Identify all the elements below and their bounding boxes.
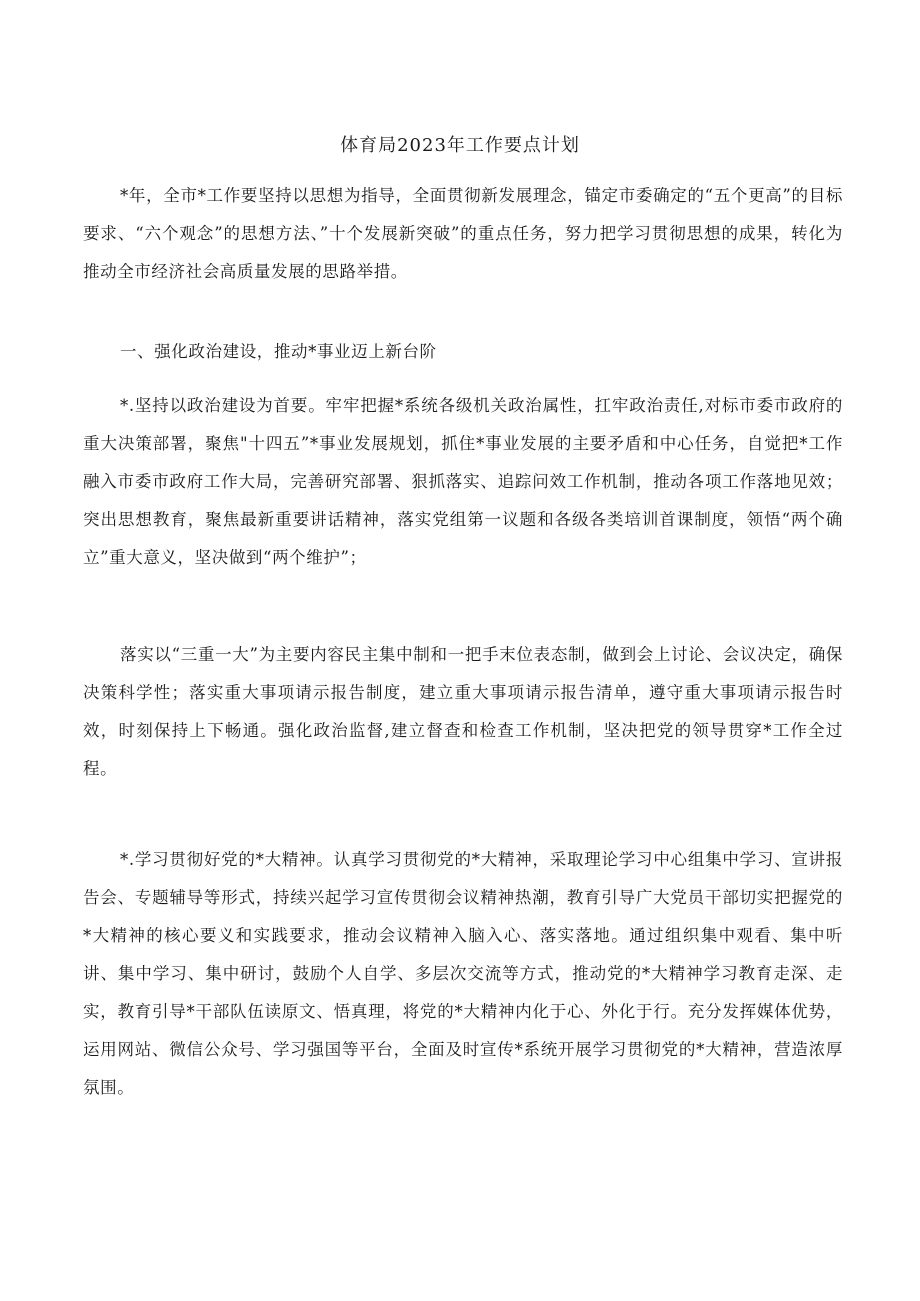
paragraph-political-construction: *.坚持以政治建设为首要。牢牢把握*系统各级机关政治属性，扛牢政治责任,对标市委市政府的重大决策部署，聚焦"十四五”*事业发展规划，抓住*事业发展的主要矛盾和中心任务，自觉把*工作融入市委市政府工作大局，完善研究部署、狠抓落实、追踪问效工作机制，推动各项工作落地见效；突出思想教育，聚焦最新重要讲话精神，落实党组第一议题和各级各类培训首课制度，领悟“两个确立”重大意义，坚决做到“两个维护”； xyxy=(83,396,843,567)
intro-paragraph: *年，全市*工作要坚持以思想为指导，全面贯彻新发展理念，锚定市委确定的“五个更高”的目标要求、“六个观念”的思想方法、”十个发展新突破”的重点任务，努力把学习贯彻思想的成果，转化为推动全市经济社会高质量发展的思路举措。 xyxy=(83,186,843,281)
section-heading-1: 一、强化政治建设，推动*事业迈上新台阶 xyxy=(120,342,437,361)
paragraph-democratic-centralism: 落实以“三重一大”为主要内容民主集中制和一把手末位表态制，做到会上讨论、会议决定，确保决策科学性；落实重大事项请示报告制度，建立重大事项请示报告清单，遵守重大事项请示报告时效，时刻保持上下畅通。强化政治监督,建立督查和检查工作机制，坚决把党的领导贯穿*工作全过程。 xyxy=(83,645,843,778)
paragraph-study-spirit: *.学习贯彻好党的*大精神。认真学习贯彻党的*大精神，采取理论学习中心组集中学习、宣讲报告会、专题辅导等形式，持续兴起学习宣传贯彻会议精神热潮，教育引导广大党员干部切实把握党的*大精神的核心要义和实践要求，推动会议精神入脑入心、落实落地。通过组织集中观看、集中听讲、集中学习、集中研讨，鼓励个人自学、多层次交流等方式，推动党的*大精神学习教育走深、走实，教育引导*干部队伍读原文、悟真理，将党的*大精神内化于心、外化于行。充分发挥媒体优势，运用网站、微信公众号、学习强国等平台，全面及时宣传*系统开展学习贯彻党的*大精神，营造浓厚氛围。 xyxy=(83,850,843,1097)
document-title: 体育局2023年工作要点计划 xyxy=(340,135,580,156)
